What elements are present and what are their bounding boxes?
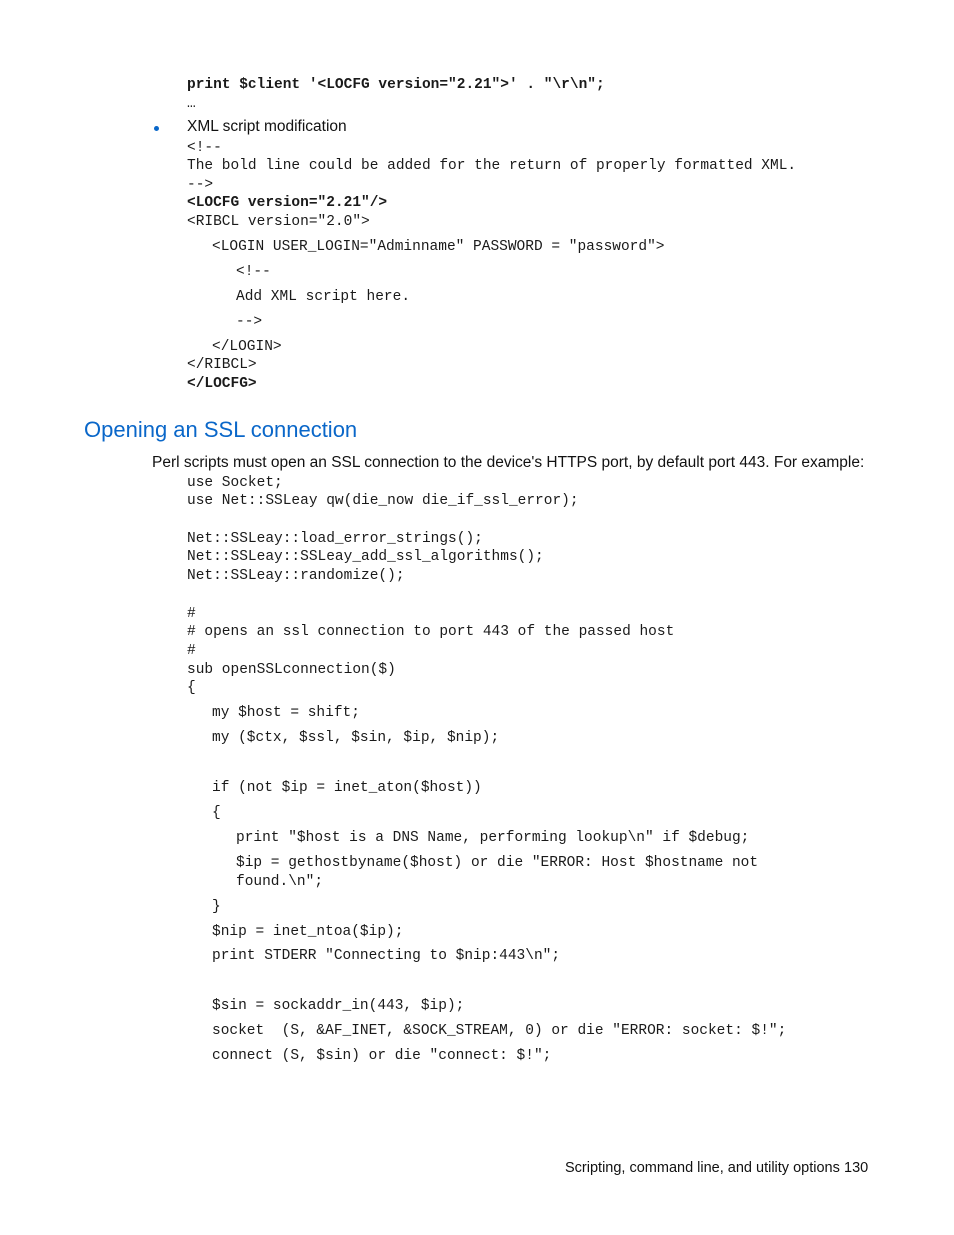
code-line: --> bbox=[236, 314, 263, 330]
code-line: my ($ctx, $ssl, $sin, $ip, $nip); bbox=[212, 730, 500, 746]
code-line: # bbox=[187, 643, 196, 659]
code-print-line: print $client '<LOCFG version="2.21">' . "\r\n"; bbox=[187, 77, 605, 93]
code-line: Net::SSLeay::randomize(); bbox=[187, 568, 405, 584]
code-line: if (not $ip = inet_aton($host)) bbox=[212, 780, 482, 796]
code-line: </LOGIN> bbox=[212, 339, 282, 355]
code-line: $nip = inet_ntoa($ip); bbox=[212, 924, 404, 940]
code-line: <LOGIN USER_LOGIN="Adminname" PASSWORD = "password"> bbox=[212, 239, 665, 255]
code-line: Net::SSLeay::load_error_strings(); bbox=[187, 531, 483, 547]
code-line: connect (S, $sin) or die "connect: $!"; bbox=[212, 1048, 552, 1064]
footer-page-number: 130 bbox=[844, 1160, 869, 1176]
code-line: <!-- bbox=[187, 140, 222, 156]
code-line: { bbox=[212, 805, 221, 821]
code-line: <LOCFG version="2.21"/> bbox=[187, 195, 388, 211]
section-heading: Opening an SSL connection bbox=[84, 417, 358, 442]
intro-paragraph: Perl scripts must open an SSL connection to the device's HTTPS port, by default port 443. For example: bbox=[152, 454, 865, 471]
footer-section-title: Scripting, command line, and utility options bbox=[565, 1160, 840, 1176]
code-line: sub openSSLconnection($) bbox=[187, 662, 396, 678]
code-line: use Net::SSLeay qw(die_now die_if_ssl_error); bbox=[187, 493, 579, 509]
code-line: <!-- bbox=[236, 264, 271, 280]
code-line: </RIBCL> bbox=[187, 357, 257, 373]
code-line: The bold line could be added for the return of properly formatted XML. bbox=[187, 158, 797, 174]
code-line: Net::SSLeay::SSLeay_add_ssl_algorithms(); bbox=[187, 549, 544, 565]
code-line: found.\n"; bbox=[236, 874, 324, 890]
code-line: --> bbox=[187, 177, 214, 193]
code-line: print STDERR "Connecting to $nip:443\n"; bbox=[212, 948, 561, 964]
bullet-label: XML script modification bbox=[187, 118, 347, 135]
code-ellipsis: … bbox=[187, 96, 196, 112]
code-line: <RIBCL version="2.0"> bbox=[187, 214, 370, 230]
code-line: $sin = sockaddr_in(443, $ip); bbox=[212, 998, 465, 1014]
code-line: # opens an ssl connection to port 443 of the passed host bbox=[187, 624, 675, 640]
code-line: socket (S, &AF_INET, &SOCK_STREAM, 0) or die "ERROR: socket: $!"; bbox=[212, 1023, 787, 1039]
code-line: Add XML script here. bbox=[236, 289, 411, 305]
code-line: # bbox=[187, 606, 196, 622]
code-line: } bbox=[212, 899, 221, 915]
code-line: use Socket; bbox=[187, 475, 283, 491]
code-line: { bbox=[187, 680, 196, 696]
bullet-icon bbox=[154, 126, 159, 131]
code-line: my $host = shift; bbox=[212, 705, 360, 721]
code-line: $ip = gethostbyname($host) or die "ERROR: Host $hostname not bbox=[236, 855, 759, 871]
code-line: </LOCFG> bbox=[187, 376, 257, 392]
code-line: print "$host is a DNS Name, performing lookup\n" if $debug; bbox=[236, 830, 750, 846]
